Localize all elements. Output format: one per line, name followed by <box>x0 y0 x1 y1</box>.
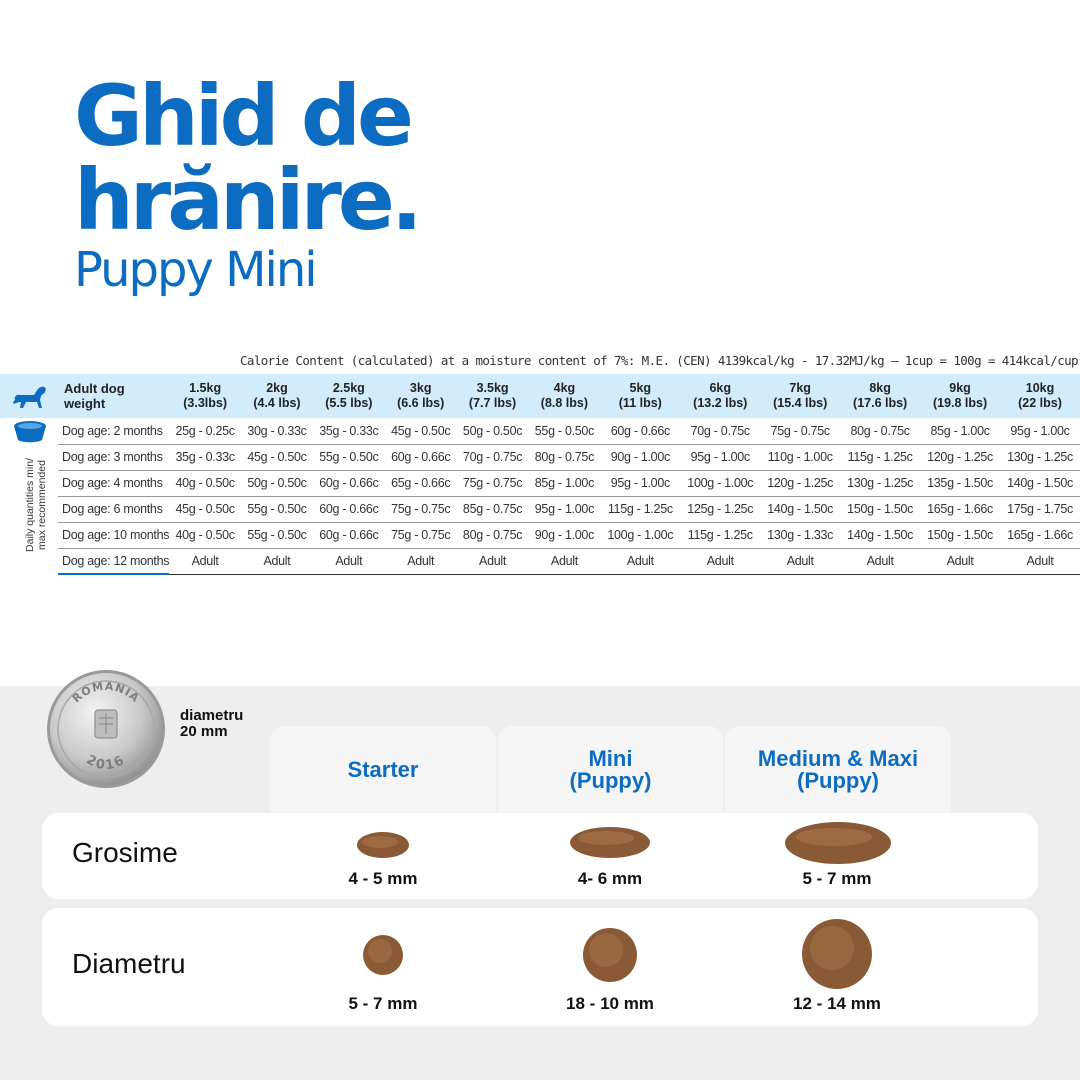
diameter-label: Diametru <box>72 948 186 979</box>
weight-kg: 3.5kg <box>476 381 509 395</box>
table-cell: 115g - 1.25c <box>600 496 680 522</box>
table-cell: 35g - 0.33c <box>169 444 241 470</box>
table-cell: 110g - 1.00c <box>760 444 840 470</box>
table-cell: Adult <box>241 548 313 574</box>
table-cell: 130g - 1.25c <box>840 470 920 496</box>
weight-kg: 10kg <box>1025 381 1055 395</box>
table-cell: 95g - 1.00c <box>528 496 600 522</box>
weight-column-header <box>600 374 680 418</box>
coin-top-text: ROMANIA <box>69 679 143 706</box>
table-row <box>58 470 1080 496</box>
product-subtitle: Puppy Mini <box>74 242 316 298</box>
side-label-line-2: max recommended <box>36 460 48 550</box>
table-cell: 115g - 1.25c <box>680 522 760 548</box>
table-cell: 55g - 0.50c <box>241 522 313 548</box>
table-cell: Adult <box>840 548 920 574</box>
kibble-top-medium-maxi <box>801 918 873 990</box>
table-row <box>58 418 1080 444</box>
column-starter <box>270 726 496 814</box>
table-cell: 130g - 1.25c <box>1000 444 1080 470</box>
table-row <box>58 522 1080 548</box>
kibble-top-starter <box>362 934 404 976</box>
weight-kg: 5kg <box>629 381 652 395</box>
weight-lbs: (4.4 lbs) <box>253 396 301 410</box>
column-medium-maxi-puppy <box>725 726 951 814</box>
column-title: Mini <box>588 746 633 771</box>
table-cell: Adult <box>1000 548 1080 574</box>
coin-year: 2016 <box>83 752 129 774</box>
weight-lbs: (11 lbs) <box>618 396 662 410</box>
table-row <box>58 548 1080 574</box>
table-cell: Adult <box>528 548 600 574</box>
column-subtitle: (Puppy) <box>569 768 652 793</box>
column-title: Starter <box>347 757 419 782</box>
age-label: Dog age: 3 months <box>58 444 169 470</box>
table-row <box>58 444 1080 470</box>
age-label: Dog age: 6 months <box>58 496 169 522</box>
table-cell: 75g - 0.75c <box>385 522 457 548</box>
table-cell: 100g - 1.00c <box>680 470 760 496</box>
weight-kg: 9kg <box>949 381 971 395</box>
table-cell: 150g - 1.50c <box>920 522 1000 548</box>
thickness-value: 5 - 7 mm <box>802 869 872 888</box>
weight-column-header <box>1000 374 1080 418</box>
title-line-1: Ghid de <box>74 67 411 165</box>
table-cell: 125g - 1.25c <box>680 496 760 522</box>
table-cell: 90g - 1.00c <box>600 444 680 470</box>
table-cell: 150g - 1.50c <box>840 496 920 522</box>
table-cell: 25g - 0.25c <box>169 418 241 444</box>
table-cell: 175g - 1.75c <box>1000 496 1080 522</box>
table-cell: 95g - 1.00c <box>1000 418 1080 444</box>
table-cell: 85g - 1.00c <box>920 418 1000 444</box>
column-title: Medium & Maxi <box>757 746 919 771</box>
table-cell: 75g - 0.75c <box>457 470 529 496</box>
diameter-value: 18 - 10 mm <box>566 994 654 1013</box>
calorie-note: Calorie Content (calculated) at a moisture content of 7%: M.E. (CEN) 4139kcal/kg - 17.32MJ/kg – 1cup = 100g = 414kcal/cup <box>239 353 1078 368</box>
weight-kg: 6kg <box>709 381 732 395</box>
age-label: Dog age: 4 months <box>58 470 169 496</box>
table-cell: 135g - 1.50c <box>920 470 1000 496</box>
weight-kg: 1.5kg <box>189 381 222 395</box>
weight-lbs: (13.2 lbs) <box>693 396 748 410</box>
table-cell: Adult <box>600 548 680 574</box>
age-label: Dog age: 10 months <box>58 522 169 548</box>
table-cell: 130g - 1.33c <box>760 522 840 548</box>
kibble-side-mini <box>569 826 651 859</box>
table-cell: 140g - 1.50c <box>760 496 840 522</box>
table-cell: 95g - 1.00c <box>680 444 760 470</box>
table-cell: 65g - 0.66c <box>385 470 457 496</box>
dog-icon <box>12 380 48 414</box>
table-cell: 60g - 0.66c <box>313 496 385 522</box>
table-cell: 75g - 0.75c <box>760 418 840 444</box>
table-cell: 90g - 1.00c <box>528 522 600 548</box>
weight-kg: 7kg <box>789 381 811 395</box>
weight-column-header <box>241 374 313 418</box>
weight-kg: 3kg <box>409 381 432 395</box>
table-cell: 45g - 0.50c <box>241 444 313 470</box>
table-cell: 70g - 0.75c <box>457 444 529 470</box>
table-cell: 55g - 0.50c <box>528 418 600 444</box>
column-mini-puppy <box>498 726 723 814</box>
weight-lbs: (17.6 lbs) <box>853 396 908 410</box>
table-cell: Adult <box>169 548 241 574</box>
table-cell: 80g - 0.75c <box>457 522 529 548</box>
weight-column-header <box>760 374 840 418</box>
kibble-side-starter <box>356 831 410 859</box>
table-cell: 40g - 0.50c <box>169 470 241 496</box>
weight-lbs: (15.4 lbs) <box>773 396 828 410</box>
table-cell: 165g - 1.66c <box>1000 522 1080 548</box>
weight-column-header <box>920 374 1000 418</box>
table-cell: 60g - 0.66c <box>313 522 385 548</box>
table-cell: 85g - 1.00c <box>528 470 600 496</box>
side-label-line-1: Daily quantities min/ <box>24 458 36 552</box>
weight-lbs: (22 lbs) <box>1018 396 1062 410</box>
table-cell: 75g - 0.75c <box>385 496 457 522</box>
table-cell: 85g - 0.75c <box>457 496 529 522</box>
table-cell: Adult <box>457 548 529 574</box>
diameter-value: 12 - 14 mm <box>793 994 881 1013</box>
thickness-value: 4 - 5 mm <box>348 869 418 888</box>
age-label: Dog age: 2 months <box>58 418 169 444</box>
weight-column-header <box>528 374 600 418</box>
table-cell: 80g - 0.75c <box>840 418 920 444</box>
column-subtitle: (Puppy) <box>797 768 879 793</box>
table-cell: 95g - 1.00c <box>600 470 680 496</box>
coin-label-line-2: 20 mm <box>180 723 228 740</box>
table-cell: Adult <box>385 548 457 574</box>
table-cell: 70g - 0.75c <box>680 418 760 444</box>
weight-kg: 2.5kg <box>332 381 365 395</box>
table-cell: 60g - 0.66c <box>313 470 385 496</box>
table-cell: 50g - 0.50c <box>457 418 529 444</box>
age-label: Dog age: 12 months <box>58 548 169 574</box>
weight-column-header <box>385 374 457 418</box>
table-cell: 80g - 0.75c <box>528 444 600 470</box>
weight-kg: 4kg <box>553 381 576 395</box>
weight-lbs: (8.8 lbs) <box>540 396 589 410</box>
table-row <box>58 496 1080 522</box>
table-cell: 115g - 1.25c <box>840 444 920 470</box>
weight-kg: 2kg <box>266 381 288 395</box>
weight-lbs: (6.6 lbs) <box>397 396 445 410</box>
table-cell: 35g - 0.33c <box>313 418 385 444</box>
kibble-top-mini <box>582 927 638 983</box>
coin-label-line-1: diametru <box>180 707 244 724</box>
weight-lbs: (3.3lbs) <box>183 396 227 410</box>
table-cell: 120g - 1.25c <box>760 470 840 496</box>
thickness-value: 4- 6 mm <box>577 869 643 888</box>
table-cell: Adult <box>313 548 385 574</box>
table-cell: Adult <box>680 548 760 574</box>
coin-icon <box>45 668 167 790</box>
weight-kg: 8kg <box>869 381 891 395</box>
weight-lbs: (7.7 lbs) <box>468 396 517 410</box>
table-row-header: Adult dog weight <box>58 374 169 418</box>
thickness-label: Grosime <box>72 837 178 868</box>
diameter-value: 5 - 7 mm <box>348 994 418 1013</box>
table-cell: Adult <box>920 548 1000 574</box>
weight-column-header <box>457 374 529 418</box>
weight-column-header <box>680 374 760 418</box>
table-cell: 140g - 1.50c <box>840 522 920 548</box>
table-cell: 40g - 0.50c <box>169 522 241 548</box>
weight-column-header <box>313 374 385 418</box>
weight-column-header <box>169 374 241 418</box>
side-label <box>16 440 56 570</box>
table-cell: 45g - 0.50c <box>169 496 241 522</box>
table-cell: 60g - 0.66c <box>600 418 680 444</box>
table-cell: 140g - 1.50c <box>1000 470 1080 496</box>
table-cell: 45g - 0.50c <box>385 418 457 444</box>
feeding-table <box>58 374 1080 575</box>
table-cell: 100g - 1.00c <box>600 522 680 548</box>
table-header-row <box>58 374 1080 418</box>
kibble-side-medium-maxi <box>784 821 892 865</box>
weight-lbs: (5.5 lbs) <box>325 396 373 410</box>
table-cell: 55g - 0.50c <box>241 496 313 522</box>
table-cell: 30g - 0.33c <box>241 418 313 444</box>
weight-lbs: (19.8 lbs) <box>932 396 988 410</box>
table-cell: 55g - 0.50c <box>313 444 385 470</box>
page-title <box>74 67 419 298</box>
weight-column-header <box>840 374 920 418</box>
title-line-2: hrănire. <box>74 151 419 249</box>
table-cell: Adult <box>760 548 840 574</box>
table-cell: 60g - 0.66c <box>385 444 457 470</box>
coin-label <box>180 708 243 740</box>
table-cell: 120g - 1.25c <box>920 444 1000 470</box>
table-cell: 165g - 1.66c <box>920 496 1000 522</box>
table-cell: 50g - 0.50c <box>241 470 313 496</box>
